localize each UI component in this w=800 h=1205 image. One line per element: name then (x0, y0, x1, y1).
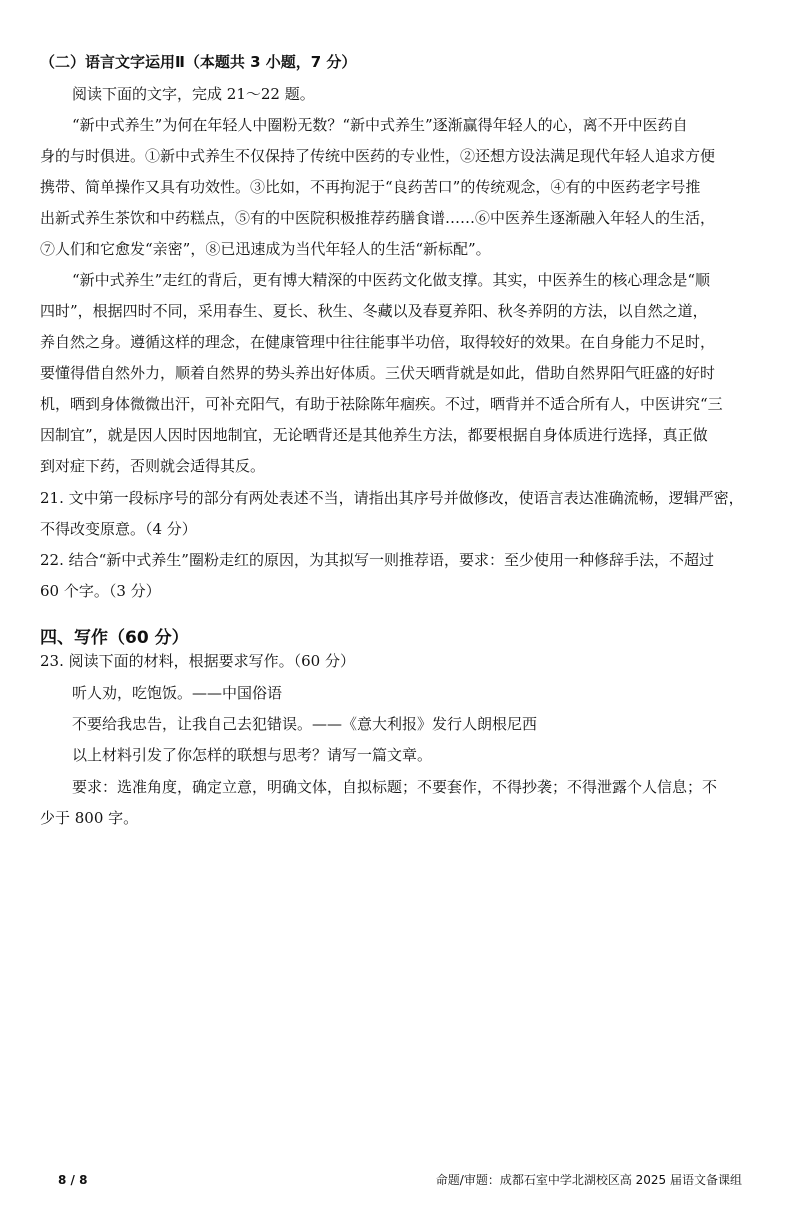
question-21-line-1: 21. 文中第一段标序号的部分有两处表述不当，请指出其序号并做修改，使语言表达准确流畅，逻辑严密， (40, 489, 744, 507)
requirements-line-2: 少于 800 字。 (40, 809, 139, 827)
requirements-line-1: 要求：选准角度，确定立意，明确文体，自拟标题；不要套作，不得抄袭；不得泄露个人信息；不 (72, 778, 718, 796)
footer-credit: 命题/审题：成都石室中学北湖校区高 2025 届语文备课组 (435, 1173, 742, 1187)
question-22-line-2: 60 个字。（3 分） (40, 582, 161, 600)
reading-instruction: 阅读下面的文字，完成 21～22 题。 (72, 85, 315, 103)
question-23: 23. 阅读下面的材料，根据要求写作。（60 分） (40, 652, 355, 670)
passage-p2-line-3: 养自然之身。遵循这样的理念，在健康管理中往往能事半功倍，取得较好的效果。在自身能力不足时， (40, 333, 716, 351)
passage-p1-line-2: 身的与时俱进。①新中式养生不仅保持了传统中医药的专业性，②还想方设法满足现代年轻人追求方便 (40, 147, 716, 165)
material-1: 听人劝，吃饱饭。——中国俗语 (72, 684, 283, 702)
passage-p2-line-2: 四时”，根据四时不同，采用春生、夏长、秋生、冬藏以及春夏养阳、秋冬养阴的方法，以自然之道， (40, 302, 708, 320)
passage-p2-line-5: 机，晒到身体微微出汗，可补充阳气，有助于祛除陈年痼疾。不过，晒背并不适合所有人，中医讲究“三 (40, 395, 723, 413)
section-2-heading: （二）语言文字运用Ⅱ（本题共 3 小题，7 分） (40, 53, 357, 71)
passage-p1-line-1: “新中式养生”为何在年轻人中圈粉无数？“新中式养生”逐渐赢得年轻人的心，离不开中医药自 (72, 116, 688, 134)
passage-p2-line-1: “新中式养生”走红的背后，更有博大精深的中医药文化做支撑。其实，中医养生的核心理念是“顺 (72, 271, 711, 289)
passage-p1-line-5: ⑦人们和它愈发“亲密”，⑧已迅速成为当代年轻人的生活“新标配”。 (40, 240, 491, 258)
section-4-heading: 四、写作（60 分） (40, 628, 189, 648)
passage-p2-line-4: 要懂得借自然外力，顺着自然界的势头养出好体质。三伏天晒背就是如此，借助自然界阳气旺盛的好时 (40, 364, 716, 382)
passage-p1-line-4: 出新式养生茶饮和中药糕点，⑤有的中医院积极推荐药膳食谱……⑥中医养生逐渐融入年轻人的生活， (40, 209, 716, 227)
question-21-line-2: 不得改变原意。（4 分） (40, 520, 197, 538)
writing-prompt: 以上材料引发了你怎样的联想与思考？请写一篇文章。 (72, 746, 433, 764)
passage-p2-line-7: 到对症下药，否则就会适得其反。 (40, 457, 266, 475)
page-number: 8 / 8 (58, 1173, 88, 1187)
question-22-line-1: 22. 结合“新中式养生”圈粉走红的原因，为其拟写一则推荐语，要求：至少使用一种修辞手法，不超过 (40, 551, 714, 569)
material-2: 不要给我忠告，让我自己去犯错误。——《意大利报》发行人朗根尼西 (72, 715, 538, 733)
passage-p1-line-3: 携带、简单操作又具有功效性。③比如，不再拘泥于“良药苦口”的传统观念，④有的中医药老字号推 (40, 178, 701, 196)
passage-p2-line-6: 因制宜”，就是因人因时因地制宜，无论晒背还是其他养生方法，都要根据自身体质进行选择，真正做 (40, 426, 708, 444)
